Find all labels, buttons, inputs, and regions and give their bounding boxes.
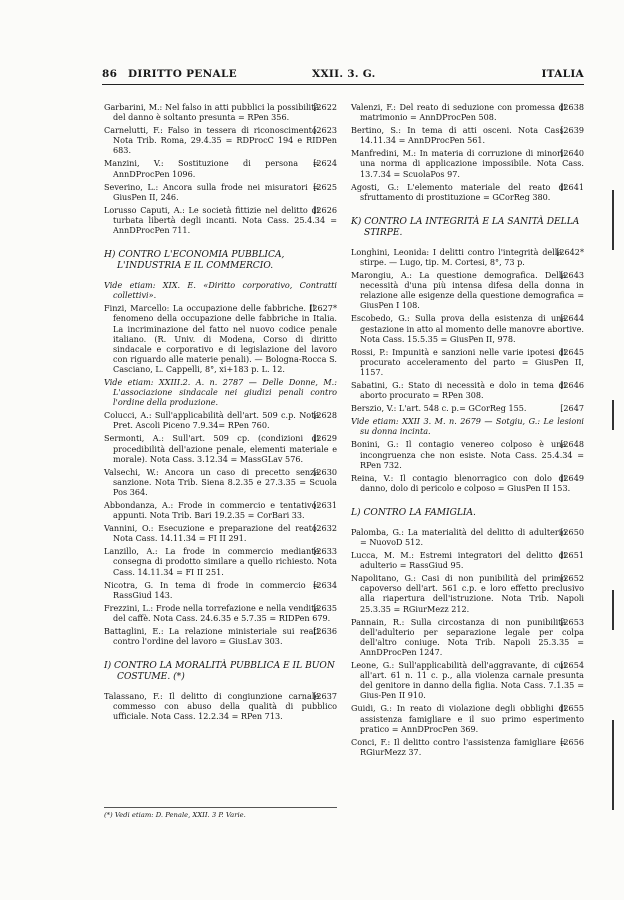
section-heading: I) CONTRO LA MORALITÀ PUBBLICA E IL BUON COSTUME. (*) — [104, 661, 335, 683]
bibliography-entry — [104, 182, 337, 202]
bibliography-entry — [104, 546, 337, 576]
entry-text: Vide etiam: XXIII.2. A. n. 2787 — Delle Donne, M.: L'associazione sindacale nei giudizi penali contro l'ordine della produzione. — [104, 376, 337, 408]
entry-text: Rossi, P.: Impunità e sanzioni nelle varie ipotesi di procurato acceleramento del parto = GiusPen II, 1157. — [351, 346, 584, 377]
running-header — [102, 68, 584, 82]
entry-text: Valsechi, W.: Ancora un caso di precetto senza sanzione. Nota Trib. Siena 8.2.35 e 27.3.35 = Scuola Pos 364. — [104, 466, 337, 497]
entry-number: [2625 — [313, 181, 337, 192]
entry-number: [2653 — [560, 616, 584, 627]
header-rule — [102, 84, 584, 85]
section-heading: K) CONTRO LA INTEGRITÀ E LA SANITÀ DELLA STIRPE. — [351, 216, 580, 238]
entry-number: [2646 — [560, 379, 584, 390]
entry-number: [2635 — [313, 602, 337, 613]
bibliography-entry — [351, 125, 584, 145]
entry-text: Bonini, G.: Il contagio venereo colposo è una incongruenza che non esiste. Nota Cass. 25.4.34 = RPen 732. — [351, 439, 584, 470]
bibliography-entry — [104, 303, 337, 374]
entry-number: [2634 — [313, 579, 337, 590]
bibliography-entry — [351, 313, 584, 343]
bibliography-entry — [104, 377, 337, 407]
entry-number: [2642* — [556, 246, 584, 257]
entry-number: [2624 — [313, 158, 337, 169]
entry-text: Berszio, V.: L'art. 548 c. p.= GCorReg 155. — [351, 403, 527, 414]
entry-text: Guidi, G.: In reato di violazione degli obblighi di assistenza famigliare e il suo primo esperimento pratico = AnnDProcPen 369. — [351, 703, 584, 734]
entry-text: Palomba, G.: La materialità del delitto di adulterio = NuovoD 512. — [351, 526, 567, 547]
bibliography-entry — [104, 125, 337, 155]
entry-number: [2631 — [313, 500, 337, 510]
entry-number: [2655 — [560, 703, 584, 714]
entry-number: [2638 — [560, 102, 584, 112]
entry-number: [2628 — [313, 410, 337, 421]
entry-text: Vide etiam: XIX. E. «Diritto corporativo, Contratti collettivi». — [104, 280, 337, 301]
entry-number: [2652 — [560, 573, 584, 584]
entry-text: Vide etiam: XXII 3. M. n. 2679 — Sotgiu, G.: Le lesioni su donna incinta. — [351, 416, 584, 437]
page-edge-marks — [604, 70, 624, 890]
bibliography-entry — [104, 500, 337, 520]
entry-text: Leone, G.: Sull'applicabilità dell'aggravante, di cui all'art. 61 n. 11 c. p., alla violenza carnale presunta del genitore in danno della figlia. Nota Cass. 7.1.35 = Gius-Pen II 910. — [351, 660, 584, 701]
entry-number: [2650 — [560, 526, 584, 537]
bibliography-entry — [104, 433, 337, 463]
bibliography-entry — [351, 527, 584, 547]
bibliography-entry — [351, 247, 584, 267]
bibliography-entry — [104, 580, 337, 600]
bibliography-entry — [104, 205, 337, 235]
entry-text: Lorusso Caputi, A.: Le società fittizie nel delitto di turbata libertà degli incanti. Nota Cass. 25.4.34 = AnnDProcPen 711. — [104, 204, 337, 236]
bibliography-entry — [351, 148, 584, 178]
bibliography-entry — [351, 737, 584, 757]
section-title: DIRITTO PENALE — [128, 68, 237, 80]
entry-number: [2626 — [313, 204, 337, 215]
entry-number: [2641 — [560, 181, 584, 192]
bibliography-entry — [104, 280, 337, 300]
entry-text: Agosti, G.: L'elemento materiale del reato di sfruttamento di prostituzione = GCorReg 380. — [351, 181, 567, 202]
section-heading: H) CONTRO L'ECONOMIA PUBBLICA, L'INDUSTRIA E IL COMMERCIO. — [104, 250, 285, 272]
entry-number: [2648 — [560, 439, 584, 450]
entry-text: Severino, L.: Ancora sulla frode nei misuratori = GiusPen II, 246. — [104, 181, 320, 202]
entry-number: [2656 — [560, 736, 584, 747]
entry-number: [2639 — [560, 125, 584, 136]
bibliography-entry — [104, 467, 337, 497]
entry-text: Pannain, R.: Sulla circostanza di non punibilità dell'adulterio per separazione legale per colpa dell'altro coniuge. Nota Trib. Napoli 25.3.35 = AnnDProcPen 1247. — [351, 616, 584, 657]
entry-text: Sermonti, A.: Sull'art. 509 cp. (condizioni di procedibilità dell'azione penale, elementi materiale e morale). Nota Cass. 3.12.34 = MassGLav 576. — [104, 433, 337, 464]
bibliography-entry — [351, 439, 584, 469]
bibliography-entry — [104, 626, 337, 646]
volume-label: XXII. 3. G. — [312, 68, 376, 80]
entry-text: Talassano, F.: Il delitto di congiunzione carnale commesso con abuso della qualità di pubblico ufficiale. Nota Cass. 12.2.34 = RPen 713. — [104, 691, 337, 722]
entry-number: [2627* — [309, 303, 337, 314]
entry-text: Reina, V.: Il contagio blenorragico con dolo di danno, dolo di pericolo e colposo = GiusPen II 153. — [351, 472, 571, 493]
bibliography-entry — [104, 523, 337, 543]
entry-number: [2629 — [313, 433, 337, 444]
entry-text: Garbarini, M.: Nel falso in atti pubblici la possibilità del danno è soltanto presunta = RPen 356. — [104, 102, 320, 123]
entry-text: Longhini, Leonida: I delitti contro l'integrità della stirpe. — Lugo, tip. M. Cortesi, 8°, 73 p. — [351, 246, 563, 267]
entry-number: [2623 — [313, 125, 337, 136]
entry-text: Lanzillo, A.: La frode in commercio mediante consegna di prodotto similare a quello richiesto. Nota Cass. 14.11.34 = FI II 251. — [104, 546, 337, 577]
entry-number: [2636 — [313, 626, 337, 637]
entry-number: [2654 — [560, 660, 584, 671]
entry-text: Marongiu, A.: La questione demografica. Della necessità d'una più intensa difesa della donna in relazione alle esigenze della questione demografica = GiusPen I 108. — [351, 270, 584, 311]
entry-text: Bertino, S.: In tema di atti osceni. Nota Cass. 14.11.34 = AnnDProcPen 561. — [351, 125, 567, 146]
entry-text: Finzi, Marcello: La occupazione delle fabbriche. Il fenomeno della occupazione delle fabbriche in Italia. La incriminazione del fatto nel nuovo codice penale italiano. (R. Univ. di Modena, Corso di diritto sindacale e corporativo e di legislazione del lavoro con riguardo alle materie penali). — Bologna-Rocca S. Casciano, L. Cappelli, 8°, xi+183 p. L. 12. — [104, 303, 337, 374]
entry-number: [2645 — [560, 346, 584, 357]
entry-number: [2630 — [313, 466, 337, 477]
bibliography-entry — [351, 102, 584, 122]
entry-number: [2643 — [560, 270, 584, 281]
entry-number: [2622 — [313, 102, 337, 112]
entry-text: Manfredini, M.: In materia di corruzione di minori: una norma di applicazione impossibile. Nota Cass. 13.7.34 = ScuolaPos 97. — [351, 148, 584, 179]
bibliography-entry — [104, 603, 337, 623]
bibliography-entry — [351, 182, 584, 202]
bibliography-entry — [351, 416, 584, 436]
entry-text: Manzini, V.: Sostituzione di persona = AnnDProcPen 1096. — [104, 158, 320, 179]
left-column — [104, 102, 337, 725]
entry-text: Escobedo, G.: Sulla prova della esistenza di una gestazione in atto al momento delle manovre abortive. Nota Cass. 15.5.35 = GiusPen II, 978. — [351, 313, 584, 344]
entry-number: [2633 — [313, 546, 337, 557]
bibliography-entry — [351, 403, 584, 413]
bibliography-entry — [351, 550, 584, 570]
entry-number: [2649 — [560, 472, 584, 483]
entry-text: Nicotra, G. In tema di frode in commercio = RassGiud 143. — [104, 579, 320, 600]
footnote: (*) Vedi etiam: D. Penale, XXII. 3 P. Varie. — [104, 807, 337, 819]
entry-number: [2644 — [560, 313, 584, 324]
bibliography-entry — [104, 691, 337, 721]
bibliography-entry — [351, 347, 584, 377]
entry-text: Frezzini, L.: Frode nella torrefazione e nella vendita del caffè. Nota Cass. 24.6.35 e 5.7.35 = RIDPen 679. — [104, 602, 331, 623]
entry-text: Carnelutti, F.: Falso in tessera di riconoscimento. Nota Trib. Roma, 29.4.35 = RDProcC 194 e RIDPen 683. — [104, 125, 337, 156]
entry-text: Napolitano, G.: Casi di non punibilità del primo capoverso dell'art. 561 c.p. e loro effetto preclusivo alla riapertura dell'istruzione. Nota Trib. Napoli 25.3.35 = RGiurMezz 212. — [351, 573, 584, 614]
entry-text: Conci, F.: Il delitto contro l'assistenza famigliare = RGiurMezz 37. — [351, 736, 567, 757]
entry-number: [2651 — [560, 550, 584, 561]
page-number: 86 — [102, 68, 118, 80]
country-label: ITALIA — [541, 68, 584, 80]
entry-number: [2640 — [560, 148, 584, 159]
entry-text: Battaglini, E.: La relazione ministeriale sui reati contro l'ordine del lavoro = GiusLav 303. — [104, 626, 320, 647]
right-column — [351, 102, 584, 760]
bibliography-entry — [351, 380, 584, 400]
entry-text: Colucci, A.: Sull'applicabilità dell'art. 509 c.p. Nota Pret. Ascoli Piceno 7.9.34= RPen 760. — [104, 410, 320, 431]
bibliography-entry — [351, 573, 584, 613]
entry-number: [2637 — [313, 691, 337, 702]
bibliography-entry — [351, 473, 584, 493]
entry-number: [2632 — [313, 523, 337, 534]
entry-text: Vannini, O.: Esecuzione e preparazione del reato. Nota Cass. 14.11.34 = FI II 291. — [104, 523, 320, 544]
entry-text: Lucca, M. M.: Estremi integratori del delitto di adulterio = RassGiud 95. — [351, 550, 567, 571]
bibliography-entry — [351, 270, 584, 310]
entry-number: [2647 — [560, 403, 584, 414]
bibliography-entry — [351, 617, 584, 657]
bibliography-entry — [351, 703, 584, 733]
bibliography-entry — [351, 660, 584, 700]
entry-text: Abbondanza, A.: Frode in commercio e tentativo: appunti. Nota Trib. Bari 19.2.35 = CorBari 33. — [104, 500, 320, 521]
bibliography-entry — [104, 410, 337, 430]
entry-text: Sabatini, G.: Stato di necessità e dolo in tema di aborto procurato = RPen 308. — [351, 379, 567, 401]
bibliography-entry — [104, 158, 337, 178]
entry-text: Valenzi, F.: Del reato di seduzione con promessa di matrimonio = AnnDProcPen 508. — [351, 102, 567, 123]
bibliography-entry — [104, 102, 337, 122]
section-heading: L) CONTRO LA FAMIGLIA. — [351, 507, 476, 518]
